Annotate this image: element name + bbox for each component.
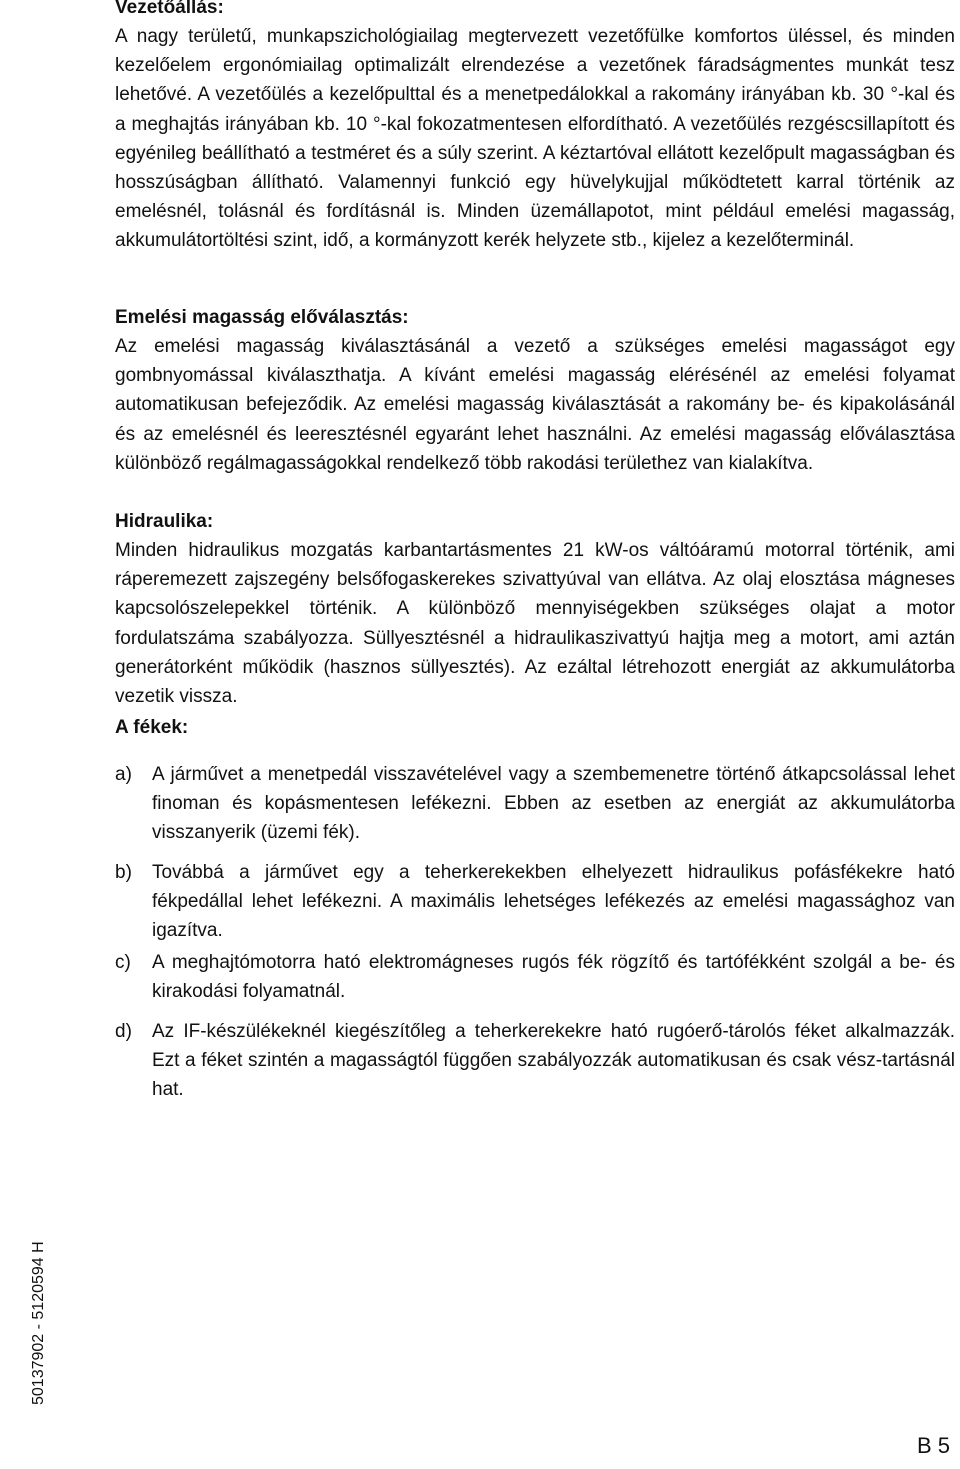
list-item-marker: a): [115, 764, 132, 785]
list-item-text: Az IF-készülékeknél kiegészítőleg a teherkerekekre ható rugóerő-tárolós féket alkalmazzák. Ezt a féket szintén a magasságtól függően szabályozzák automatikusan és csak vész-tartásnál hat.: [152, 1021, 955, 1101]
document-number: 50137902 - 5120594 H: [30, 1241, 47, 1405]
list-item-marker: d): [115, 1021, 132, 1042]
section-vezetoallas: [115, 0, 955, 256]
list-item-text: A járművet a menetpedál visszavételével vagy a szembemenetre történő átkapcsolással lehet finoman és kopásmentesen lefékezni. Ebben az esetben az energiát az akkumulátorba visszanyerik (üzemi fék).: [152, 764, 955, 844]
list-item-text: A meghajtómotorra ható elektromágneses rugós fék rögzítő és tartófékként szolgál a be- és kirakodási folyamatnál.: [152, 952, 955, 1003]
section-heading: A fékek:: [115, 717, 189, 738]
section-emelesi-magassag: [115, 304, 955, 478]
section-fekek: [115, 714, 955, 742]
list-item-marker: c): [115, 952, 131, 973]
section-heading: Hidraulika:: [115, 511, 214, 532]
section-hidraulika: [115, 508, 955, 711]
list-item-text: Továbbá a járművet egy a teherkerekekben elhelyezett hidraulikus pofásfékekre ható fékpedállal lehet lefékezni. A maximális lehetséges lefékezés az emelési magassághoz van igazítva.: [152, 862, 955, 942]
section-paragraph: Az emelési magasság kiválasztásánál a vezető a szükséges emelési magasságot egy gombnyomással kiválaszthatja. A kívánt emelési magasság elérésénél az emelési folyamat automatikusan befejeződik. Az emelési magasság kiválasztását a rakomány be- és kipakolásánál és az emelésnél és leeresztésnél egyaránt lehet használni. Az emelési magasság előválasztása különböző regálmagasságokkal rendelkező több rakodási területhez van kialakítva.: [115, 336, 955, 474]
list-item: [115, 948, 955, 1006]
list-item-marker: b): [115, 862, 132, 883]
list-item: [115, 1017, 955, 1105]
section-heading: Emelési magasság előválasztás:: [115, 307, 409, 328]
section-heading: Vezetőállás:: [115, 0, 224, 18]
section-paragraph: A nagy területű, munkapszichológiailag megtervezett vezetőfülke komfortos üléssel, és minden kezelőelem ergonómiailag optimalizált elrendezése a vezetőnek fáradságmentes munkát tesz lehetővé. A vezetőülés a kezelőpulttal és a menetpedálokkal a rakomány irányában kb. 30 °-kal és a meghajtás irányában kb. 10 °-kal fokozatmentesen elfordítható. A vezetőülés rezgéscsillapított és egyénileg beállítható a testméret és a súly szerint. A kéztartóval ellátott kezelőpult magasságban és hosszúságban állítható. Valamennyi funkció egy hüvelykujjal működtetett karral történik az emelésnél, tolásnál és fordításnál is. Minden üzemállapotot, mint például emelési magasság, akkumulátortöltési szint, idő, a kormányzott kerék helyzete stb., kijelez a kezelőterminál.: [115, 26, 955, 252]
section-paragraph: Minden hidraulikus mozgatás karbantartásmentes 21 kW-os váltóáramú motorral történik, ami ráperemezett zajszegény belsőfogaskerekes szivattyúval van ellátva. Az olaj elosztása mágneses kapcsolószelepekkel történik. A különböző mennyiségekben szükséges olajat a motor fordulatszáma szabályozza. Süllyesztésnél a hidraulikaszivattyú hajtja meg a motort, ami aztán generátorként működik (hasznos süllyesztés). Az ezáltal létrehozott energiát az akkumulátorba vezetik vissza.: [115, 540, 955, 708]
list-item: [115, 760, 955, 848]
list-item: [115, 858, 955, 946]
page-number: B 5: [916, 1433, 950, 1458]
